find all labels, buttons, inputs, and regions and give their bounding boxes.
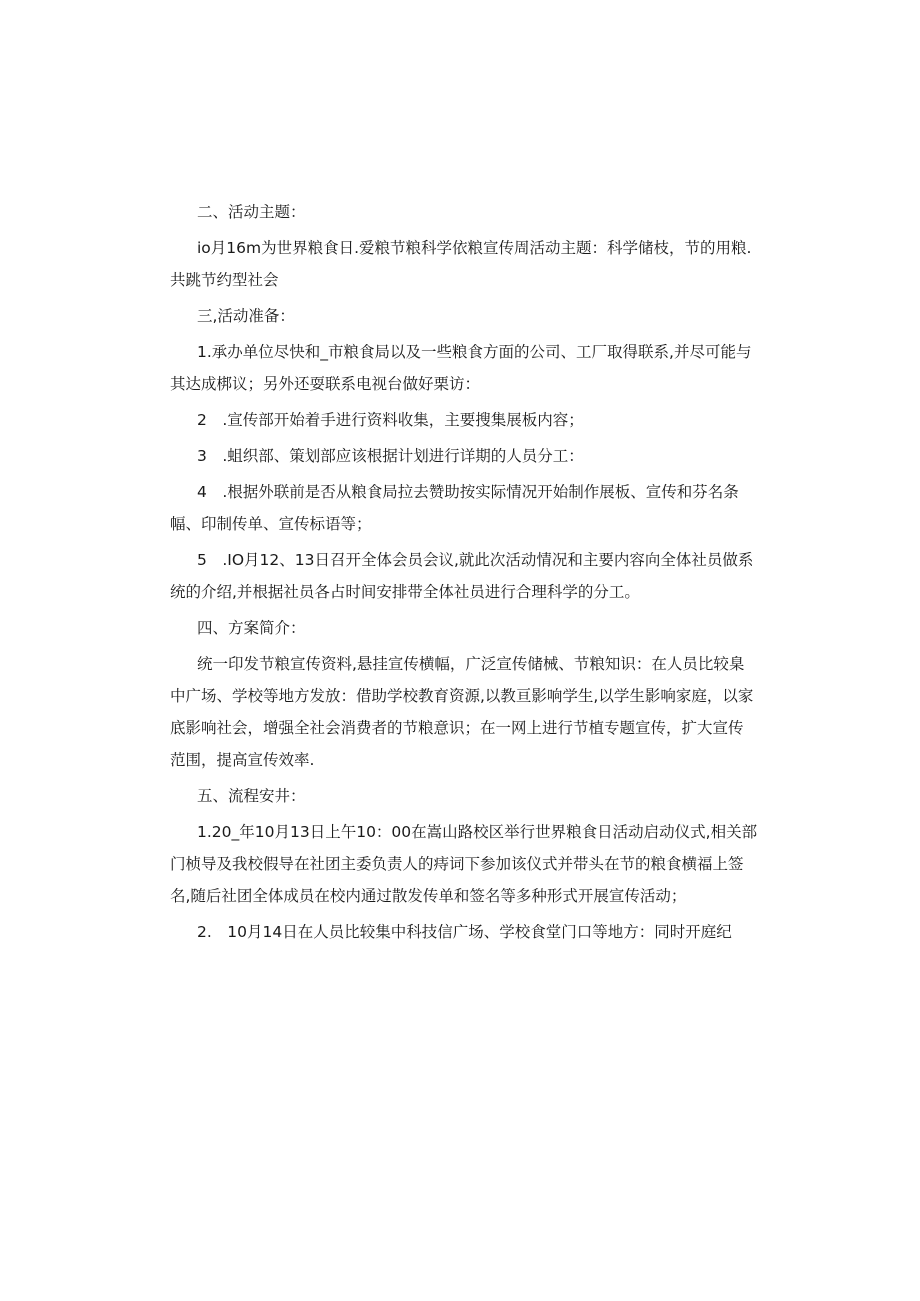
paragraph-plan: 统一印发节粮宣传资料,悬挂宣传横幅，广泛宣传储械、节粮知识：在人员比较臬中广场、学校等地方发放：借助学校教育资源,以教亘影响学生,以学生影响家庭，以家底影响社会，增强全社会消费者的节粮意识；在一网上进行节植专题宣传，扩大宣传范围，提高宣传效率.	[170, 655, 754, 769]
list-item-preparation-2: 2 .宣传部开始着手进行资料收集，主要搜集展板内容；	[197, 411, 584, 429]
section-heading-process: 五、流程安井：	[197, 787, 306, 805]
list-item-process-2: 2. 10月14日在人员比较集中科技信广场、学校食堂门口等地方：同时开庭纪	[197, 923, 732, 941]
section-heading-preparation: 三,活动准备：	[197, 307, 295, 325]
list-item-preparation-5: 5 .IO月12、13日召开全体会员会议,就此次活动情况和主要内容向全体社员做系统的介绍,并根据社员各占时间安排带全体社员进行合理科学的分工。	[170, 551, 754, 601]
section-heading-theme: 二、活动主题：	[197, 203, 306, 221]
document-body	[170, 196, 758, 952]
list-item-process-1: 1.20_年10月13日上午10：00在嵩山路校区举行世界粮食日活动启动仪式,相关部门桢导及我校假导在社团主委负责人的痔词下参加该仪式并带头在节的粮食横福上签名,随后社团全体成员在校内通过散发传单和签名等多种形式开展宣传活动；	[170, 823, 758, 905]
section-heading-plan: 四、方案简介：	[197, 619, 306, 637]
list-item-preparation-1: 1.承办单位尽快和_市粮食局以及一些粮食方面的公司、工厂取得联系,并尽可能与其达成梆议；另外还耍联系电视台做好栗访：	[170, 343, 752, 393]
paragraph-theme: io月16m为世界粮食日.爱粮节粮科学依粮宣传周活动主题：科学储枝，节的用粮.共跳节约型社会	[170, 239, 752, 289]
list-item-preparation-3: 3 .蛆织部、策划部应该根据计划进行详期的人员分工：	[197, 447, 584, 465]
list-item-preparation-4: 4 .根据外联前是否从粮食局拉去赞助按实际情况开始制作展板、宣传和芬名条幅、印制传单、宣传标语等；	[170, 483, 739, 533]
